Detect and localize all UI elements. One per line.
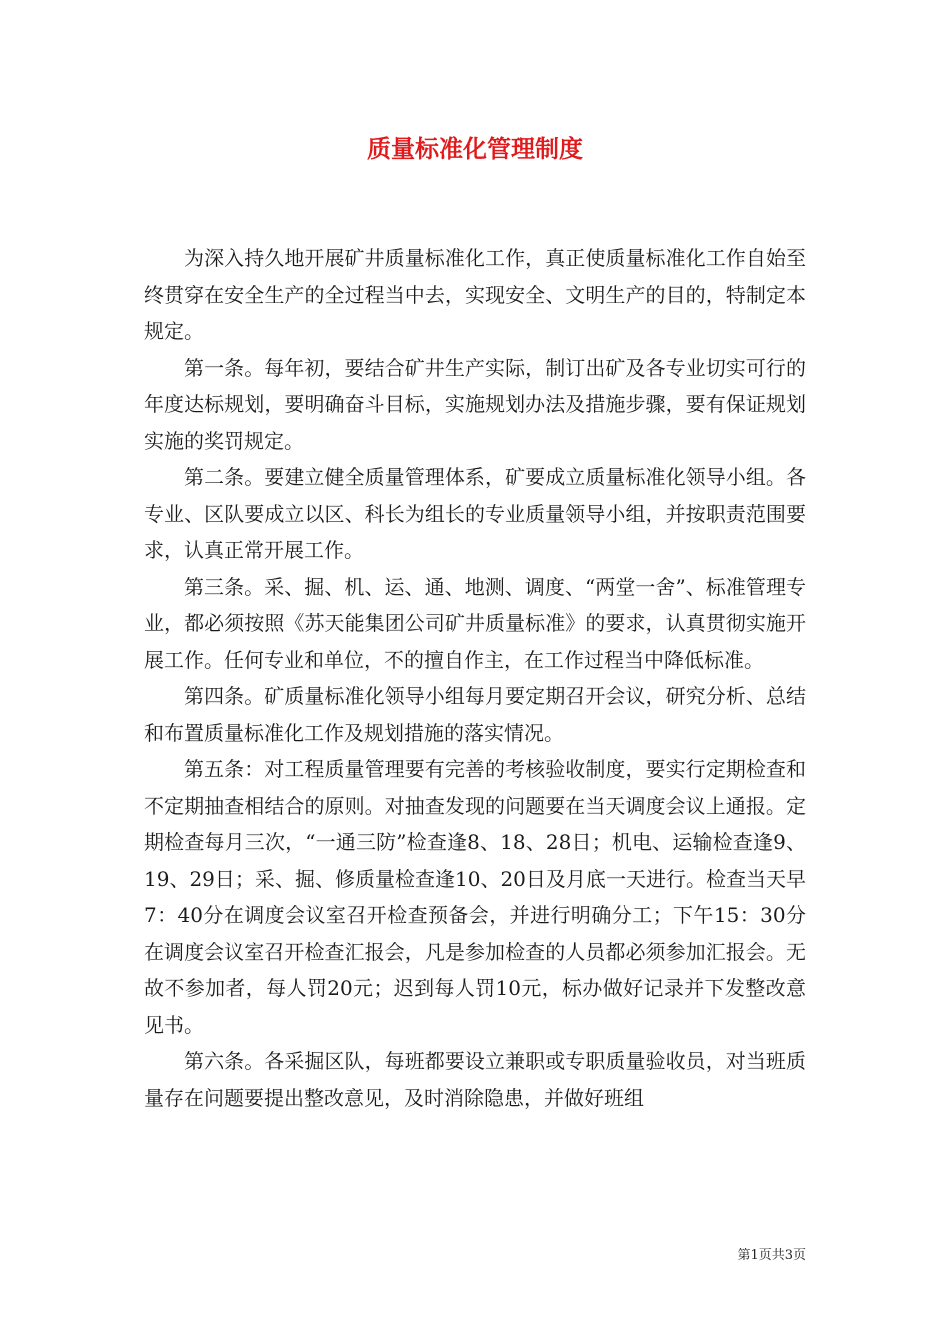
paragraph-article-2: 第二条。要建立健全质量管理体系，矿要成立质量标准化领导小组。各专业、区队要成立以区、科长为组长的专业质量领导小组，并按职责范围要求，认真正常开展工作。 (144, 465, 806, 562)
paragraph-article-6: 第六条。各采掘区队，每班都要设立兼职或专职质量验收员，对当班质量存在问题要提出整改意见，及时消除隐患，并做好班组 (144, 1049, 806, 1110)
paragraph-article-3: 第三条。采、掘、机、运、通、地测、调度、“两堂一舍”、标准管理专业，都必须按照《苏天能集团公司矿井质量标准》的要求，认真贯彻实施开展工作。任何专业和单位，不的擅自作主，在工作过程当中降低标准。 (144, 574, 806, 672)
paragraph-intro: 为深入持久地开展矿井质量标准化工作，真正使质量标准化工作自始至终贯穿在安全生产的全过程当中去，实现安全、文明生产的目的，特制定本规定。 (144, 246, 806, 343)
paragraph-article-5: 第五条：对工程质量管理要有完善的考核验收制度，要实行定期检查和不定期抽查相结合的原则。对抽查发现的问题要在当天调度会议上通报。定期检查每月三次，“一通三防”检查逢8、18、28日；机电、运输检查逢9、19、29日；采、掘、修质量检查逢10、20日及月底一天进行。检查当天早7：40分在调度会议室召开检查预备会，并进行明确分工；下午15：30分在调度会议室召开检查汇报会，凡是参加检查的人员都必须参加汇报会。无故不参加者，每人罚20元；迟到每人罚10元，标办做好记录并下发整改意见书。 (144, 757, 806, 1037)
paragraph-article-4: 第四条。矿质量标准化领导小组每月要定期召开会议，研究分析、总结和布置质量标准化工作及规划措施的落实情况。 (144, 684, 806, 745)
paragraph-article-1: 第一条。每年初，要结合矿井生产实际，制订出矿及各专业切实可行的年度达标规划，要明确奋斗目标，实施规划办法及措施步骤，要有保证规划实施的奖罚规定。 (144, 355, 806, 453)
document-body (144, 240, 806, 1116)
page-number: 第1页共3页 (737, 1248, 806, 1263)
document-title: 质量标准化管理制度 (367, 135, 583, 163)
